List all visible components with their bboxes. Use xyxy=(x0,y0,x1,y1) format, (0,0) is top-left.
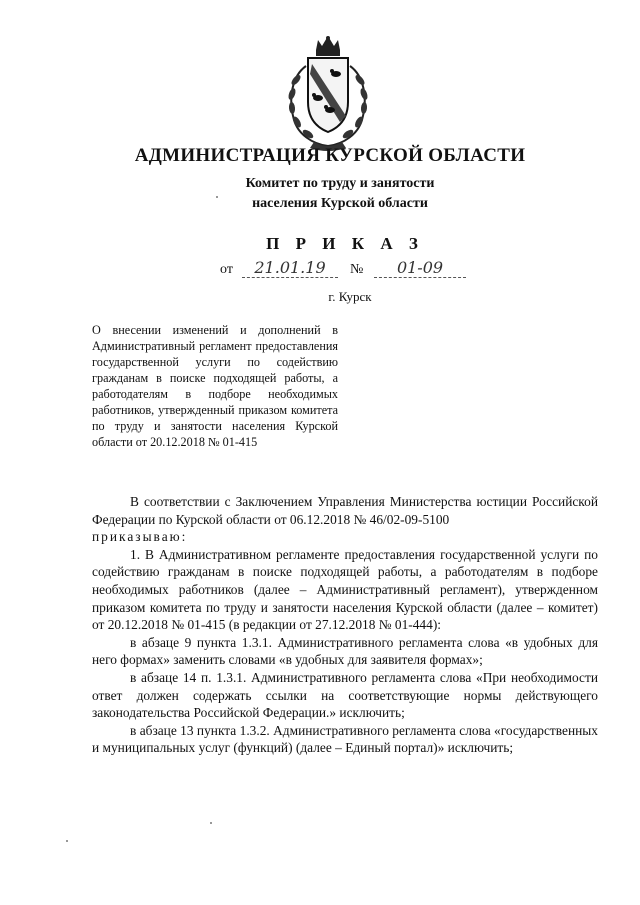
committee-line-1: Комитет по труду и занятости xyxy=(245,176,435,191)
sub-item-paragraph-2: в абзаце 14 п. 1.3.1. Административного регламента слова «При необходимости ответ должен содержать ссылки на соответствующие нормы действующего законодательства Российской Федерации.» исключить; xyxy=(92,669,598,721)
scan-speck xyxy=(66,840,68,842)
intro-paragraph: В соответствии с Заключением Управления Министерства юстиции Российской Федерации по Курской области от 06.12.2018 № 46/02-09-5100 xyxy=(92,494,598,527)
organization-title: АДМИНИСТРАЦИЯ КУРСКОЙ ОБЛАСТИ xyxy=(134,145,526,166)
scan-speck xyxy=(210,822,212,824)
committee-line-2: населения Курской области xyxy=(252,196,428,211)
order-title: П Р И К А З xyxy=(266,234,424,253)
order-subject: О внесении изменений и дополнений в Административный регламент предоставления государственной услуги по содействию гражданам в поиске подходящей работы, а работодателям в подборе необходимых работников, утвержденный приказом комитета по труду и занятости населения Курской области от 20.12.2018 № 01-415 xyxy=(92,323,338,449)
number-label: № xyxy=(350,262,364,277)
order-date-number-line xyxy=(200,258,500,282)
sub-item-paragraph-3: в абзаце 13 пункта 1.3.2. Административного регламента слова «государственных и муниципальных услуг (функций) (далее – Единый портал)» исключить; xyxy=(92,722,598,756)
sub-item-paragraph-1: в абзаце 9 пункта 1.3.1. Административного регламента слова «в удобных для него формах» заменить словами «в удобных для заявителя формах»; xyxy=(92,634,598,668)
committee-name xyxy=(150,174,530,214)
city-name: г. Курск xyxy=(328,289,372,304)
handwritten-date: 21.01.19 xyxy=(242,258,338,278)
scan-speck xyxy=(216,196,218,198)
item-1-paragraph: 1. В Административном регламенте предоставления государственной услуги по содействию гражданам в поиске подходящей работы, а работодателям в подборе необходимых работников (далее – Административный регламент), утвержденном приказом комитета по труду и занятости населения Курской области (далее – комитет) от 20.12.2018 № 01-415 (в редакции от 27.12.2018 № 01-444): xyxy=(92,546,598,633)
handwritten-number: 01-09 xyxy=(374,258,466,278)
date-label: от xyxy=(220,262,233,277)
order-body xyxy=(92,493,598,757)
order-directive: приказываю: xyxy=(92,529,188,545)
coat-of-arms-icon xyxy=(284,36,372,152)
